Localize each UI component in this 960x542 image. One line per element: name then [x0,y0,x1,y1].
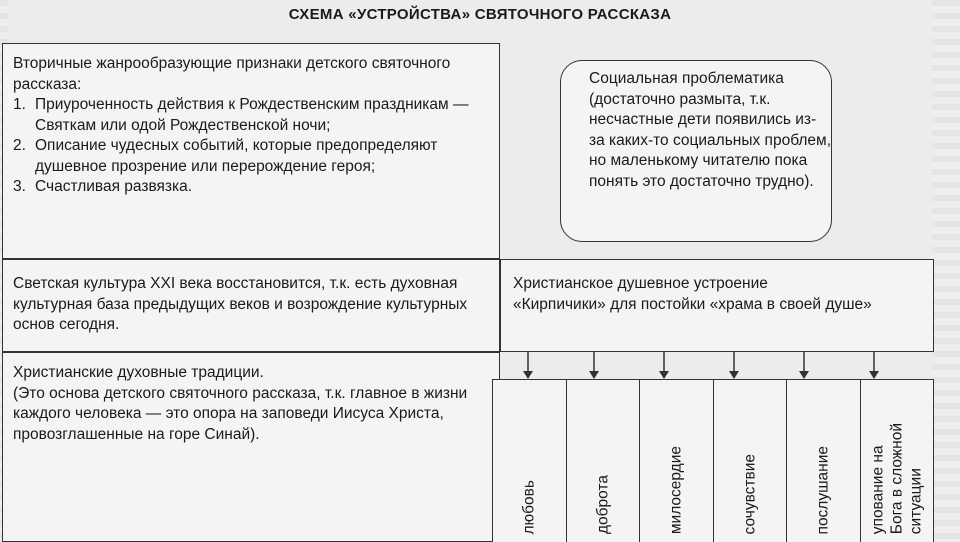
virtue-label: доброта [594,475,612,534]
list-item [13,95,499,136]
virtue-cell [493,380,566,542]
virtue-label: упование на Бога в сложной ситуации [869,422,925,534]
secular-culture-text: Светская культура XXI века восстановится, т.к. есть духовная культурная база предыдущих веков и возрождение культурных основ сегодня. [13,275,468,333]
christian-structure-title: Христианское душевное устроение [513,275,768,292]
item-text: Приуроченность действия к Рождественским праздникам — Святкам или одой Рождественской ночи; [35,96,469,134]
social-issues-box [560,60,832,242]
arrow-to-virtue-3 [659,352,669,379]
page-edge-right [932,0,960,540]
item-number: 2. [13,137,26,154]
item-number: 3. [13,178,26,195]
virtue-label: сочувствие [741,453,759,534]
virtue-label: послушание [814,445,832,534]
secular-culture-box [2,259,500,352]
item-text: Описание чудесных событий, которые предопределяют душевное прозрение или перерождение героя; [35,137,438,175]
virtue-label: любовь [520,479,538,534]
arrow-to-virtue-6 [869,352,879,379]
christian-traditions-box [2,352,500,542]
virtues-row [492,379,934,542]
virtue-cell [566,380,640,542]
list-item [13,177,499,198]
list-item [13,136,499,177]
arrow-to-virtue-4 [729,352,739,379]
item-text: Счастливая развязка. [35,178,193,195]
arrow-to-virtue-1 [523,352,533,379]
arrow-to-virtue-2 [589,352,599,379]
christian-structure-box [500,259,934,352]
virtue-cell [860,380,934,542]
genre-features-box [2,43,500,259]
social-issues-text: Социальная проблематика (достаточно размыта, т.к. несчастные дети появились из-за каких-то социальных проблем, но маленькому читателю пока понять это достаточно трудно). [589,70,831,190]
arrow-to-virtue-5 [799,352,809,379]
genre-features-list [13,95,499,198]
virtue-cell [786,380,860,542]
genre-features-heading: Вторичные жанрообразующие признаки детского святочного рассказа: [13,55,451,93]
virtue-cell [713,380,787,542]
christian-traditions-title: Христианские духовные традиции. [13,364,264,381]
virtue-cell [639,380,713,542]
christian-structure-text: «Кирпичики» для постойки «храма в своей душе» [513,295,872,313]
item-number: 1. [13,96,26,113]
christian-traditions-text: (Это основа детского святочного рассказа, т.к. главное в жизни каждого человека — это опора на заповеди Иисуса Христа, провозглашенные на горе Синай). [13,384,468,443]
diagram-title: СХЕМА «УСТРОЙСТВА» СВЯТОЧНОГО РАССКАЗА [288,6,672,23]
virtue-label: милосердие [667,445,685,534]
